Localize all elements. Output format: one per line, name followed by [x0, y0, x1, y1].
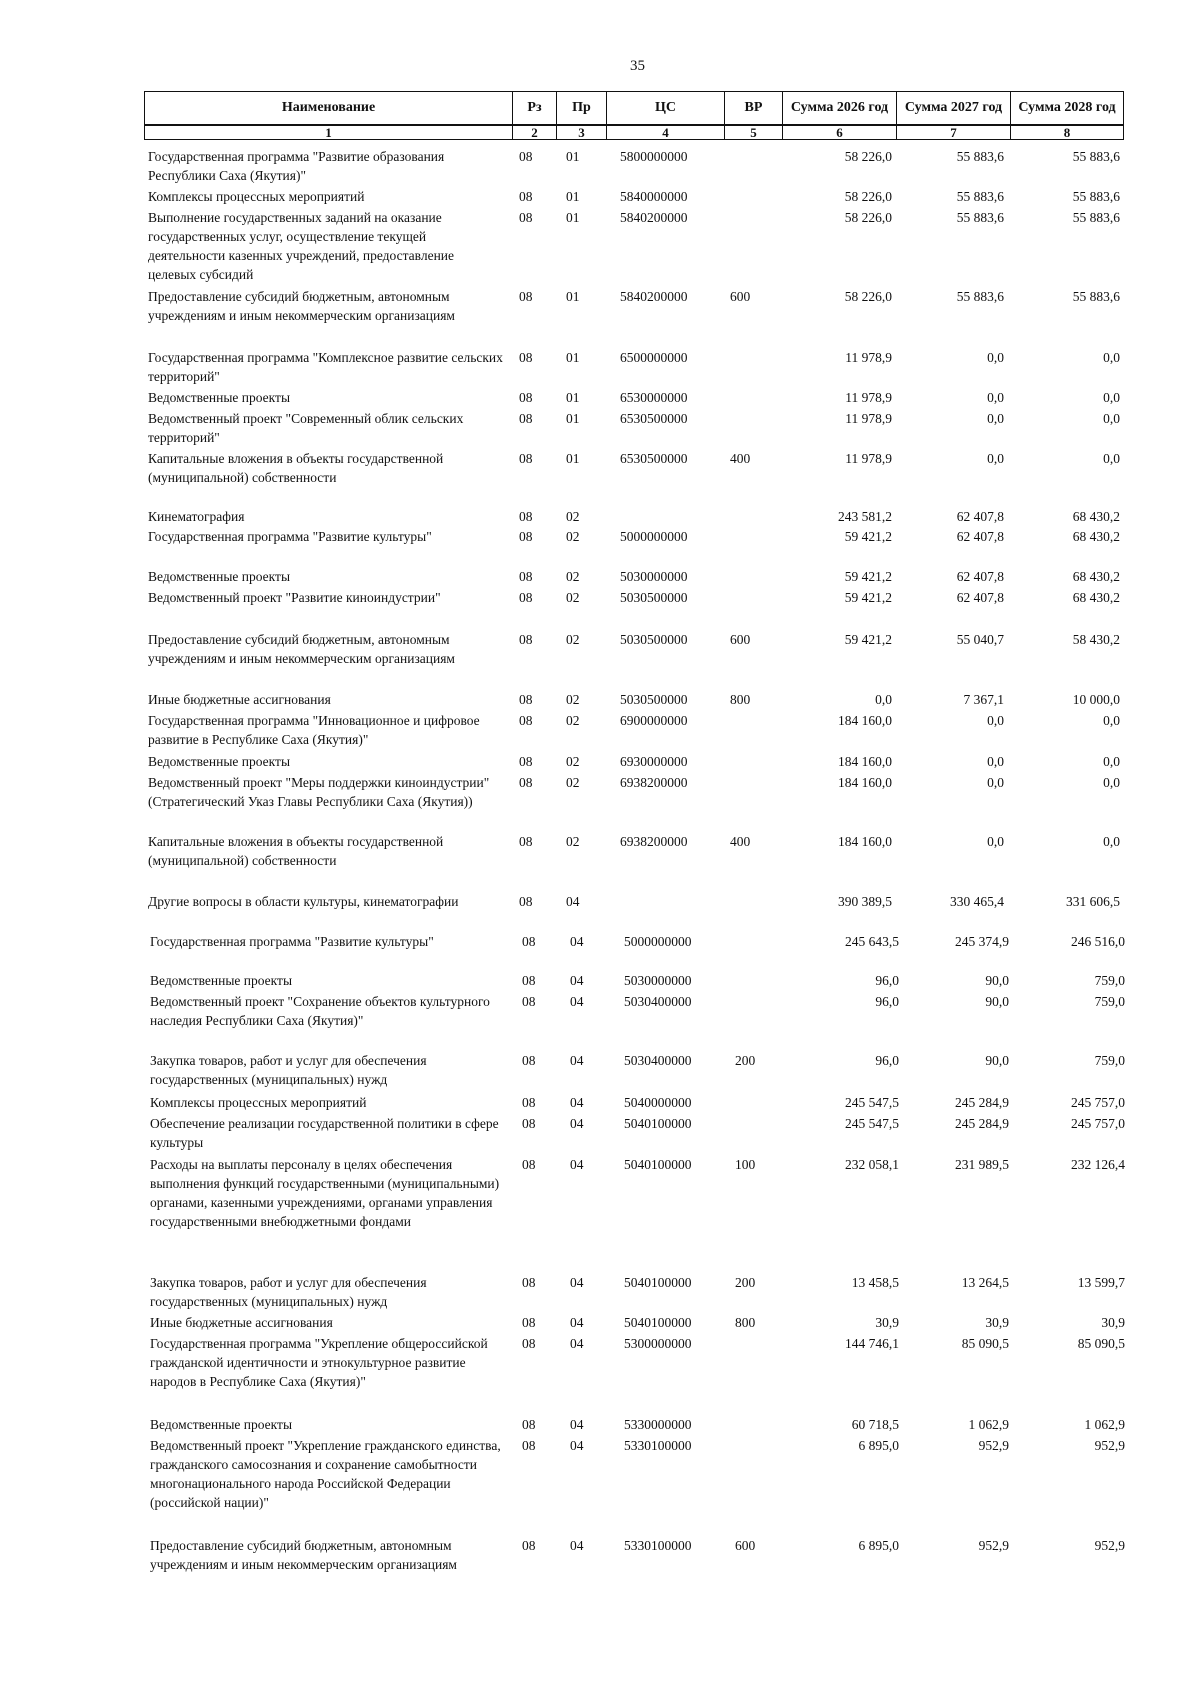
- cell-rz: 08: [522, 934, 536, 949]
- header-num-7: 7: [897, 125, 1011, 140]
- cell-name: Ведомственный проект "Укрепление гражданского единства, гражданского самосознания и сохранение самобытности многонационального народа Российской Федерации (российской нации)": [150, 1438, 501, 1510]
- cell-rz: 08: [519, 529, 533, 544]
- cell-cs: 5000000000: [620, 529, 688, 544]
- header-num-1: 1: [145, 125, 513, 140]
- cell-rz: 08: [519, 210, 533, 225]
- header-num-4: 4: [607, 125, 725, 140]
- cell-cs: 5030000000: [624, 973, 692, 988]
- cell-cs: 6530000000: [620, 390, 688, 405]
- cell-y2028: 68 430,2: [1072, 569, 1120, 584]
- cell-name: Закупка товаров, работ и услуг для обеспечения государственных (муниципальных) нужд: [150, 1053, 427, 1087]
- cell-pr: 02: [566, 754, 580, 769]
- cell-y2028: 68 430,2: [1072, 529, 1120, 544]
- cell-y2028: 10 000,0: [1072, 692, 1120, 707]
- cell-y2027: 0,0: [987, 754, 1004, 769]
- cell-y2026: 390 389,5: [838, 894, 892, 909]
- header-pr: Пр: [557, 92, 607, 126]
- cell-y2026: 184 160,0: [838, 775, 892, 790]
- cell-pr: 04: [570, 1157, 584, 1172]
- cell-y2028: 55 883,6: [1072, 149, 1120, 164]
- cell-y2027: 0,0: [987, 451, 1004, 466]
- cell-rz: 08: [522, 994, 536, 1009]
- cell-vr: 600: [730, 632, 751, 647]
- cell-cs: 5040100000: [624, 1157, 692, 1172]
- cell-y2028: 0,0: [1103, 713, 1120, 728]
- cell-y2028: 55 883,6: [1072, 210, 1120, 225]
- cell-y2027: 62 407,8: [956, 569, 1004, 584]
- cell-name: Государственная программа "Инновационное и цифровое развитие в Республике Саха (Якутия)": [148, 713, 480, 747]
- cell-pr: 04: [570, 1417, 584, 1432]
- cell-y2028: 759,0: [1094, 973, 1125, 988]
- cell-rz: 08: [519, 509, 533, 524]
- cell-cs: 5300000000: [624, 1336, 692, 1351]
- cell-y2028: 0,0: [1103, 411, 1120, 426]
- cell-name: Выполнение государственных заданий на оказание государственных услуг, осуществление текущей деятельности казенных учреждений, предоставление целевых субсидий: [148, 210, 455, 282]
- cell-y2026: 243 581,2: [838, 509, 892, 524]
- cell-cs: 5840200000: [620, 289, 688, 304]
- cell-y2028: 246 516,0: [1071, 934, 1125, 949]
- cell-vr: 200: [735, 1275, 756, 1290]
- cell-cs: 5330100000: [624, 1538, 692, 1553]
- cell-y2027: 245 284,9: [955, 1095, 1009, 1110]
- cell-name: Комплексы процессных мероприятий: [148, 189, 365, 204]
- cell-name: Государственная программа "Развитие культуры": [150, 934, 434, 949]
- cell-vr: 600: [730, 289, 751, 304]
- cell-rz: 08: [519, 569, 533, 584]
- cell-y2027: 55 883,6: [956, 289, 1004, 304]
- cell-pr: 02: [566, 509, 580, 524]
- cell-y2027: 85 090,5: [961, 1336, 1009, 1351]
- cell-name: Иные бюджетные ассигнования: [150, 1315, 333, 1330]
- cell-y2026: 60 718,5: [851, 1417, 899, 1432]
- cell-y2026: 245 643,5: [845, 934, 899, 949]
- cell-y2027: 330 465,4: [950, 894, 1004, 909]
- cell-name: Ведомственный проект "Меры поддержки киноиндустрии" (Стратегический Указ Главы Республики Саха (Якутия)): [148, 775, 490, 809]
- cell-name: Кинематография: [148, 509, 245, 524]
- cell-y2026: 245 547,5: [845, 1116, 899, 1131]
- cell-cs: 5040000000: [624, 1095, 692, 1110]
- cell-y2026: 6 895,0: [858, 1438, 899, 1453]
- cell-rz: 08: [522, 1095, 536, 1110]
- cell-rz: 08: [519, 775, 533, 790]
- cell-cs: 5040100000: [624, 1116, 692, 1131]
- cell-y2026: 232 058,1: [845, 1157, 899, 1172]
- cell-y2028: 0,0: [1103, 451, 1120, 466]
- cell-y2028: 331 606,5: [1066, 894, 1120, 909]
- cell-y2028: 0,0: [1103, 754, 1120, 769]
- cell-y2027: 90,0: [985, 994, 1009, 1009]
- cell-pr: 01: [566, 149, 580, 164]
- cell-pr: 04: [570, 1538, 584, 1553]
- cell-y2026: 11 978,9: [845, 411, 892, 426]
- cell-rz: 08: [519, 451, 533, 466]
- cell-y2027: 62 407,8: [956, 590, 1004, 605]
- header-num-5: 5: [725, 125, 783, 140]
- cell-pr: 02: [566, 590, 580, 605]
- header-num-2: 2: [513, 125, 557, 140]
- header-sum-2027: Сумма 2027 год: [897, 92, 1011, 126]
- cell-rz: 08: [522, 1417, 536, 1432]
- cell-pr: 04: [570, 1336, 584, 1351]
- cell-rz: 08: [522, 1538, 536, 1553]
- cell-vr: 400: [730, 451, 751, 466]
- cell-y2026: 58 226,0: [844, 149, 892, 164]
- cell-cs: 5040100000: [624, 1315, 692, 1330]
- cell-vr: 100: [735, 1157, 756, 1172]
- cell-pr: 04: [570, 1275, 584, 1290]
- cell-y2028: 55 883,6: [1072, 189, 1120, 204]
- cell-y2026: 96,0: [875, 994, 899, 1009]
- cell-cs: 5040100000: [624, 1275, 692, 1290]
- cell-cs: 6530500000: [620, 411, 688, 426]
- cell-y2027: 90,0: [985, 1053, 1009, 1068]
- cell-y2027: 55 883,6: [956, 189, 1004, 204]
- cell-cs: 5840000000: [620, 189, 688, 204]
- cell-cs: 6938200000: [620, 775, 688, 790]
- cell-y2026: 184 160,0: [838, 834, 892, 849]
- cell-rz: 08: [522, 1438, 536, 1453]
- cell-pr: 01: [566, 411, 580, 426]
- cell-y2026: 96,0: [875, 1053, 899, 1068]
- cell-pr: 04: [570, 934, 584, 949]
- cell-name: Предоставление субсидий бюджетным, автономным учреждениям и иным некоммерческим организациям: [148, 632, 455, 666]
- cell-name: Государственная программа "Комплексное развитие сельских территорий": [148, 350, 503, 384]
- cell-name: Ведомственный проект "Развитие киноиндустрии": [148, 590, 441, 605]
- cell-cs: 5030000000: [620, 569, 688, 584]
- cell-y2027: 55 883,6: [956, 149, 1004, 164]
- cell-y2026: 96,0: [875, 973, 899, 988]
- cell-y2027: 55 040,7: [956, 632, 1004, 647]
- cell-cs: 5840200000: [620, 210, 688, 225]
- cell-y2028: 58 430,2: [1072, 632, 1120, 647]
- cell-y2026: 59 421,2: [844, 632, 892, 647]
- header-cs: ЦС: [607, 92, 725, 126]
- cell-pr: 04: [566, 894, 580, 909]
- cell-rz: 08: [519, 632, 533, 647]
- cell-pr: 02: [566, 692, 580, 707]
- cell-cs: 5030500000: [620, 590, 688, 605]
- cell-y2026: 11 978,9: [845, 350, 892, 365]
- cell-y2026: 6 895,0: [858, 1538, 899, 1553]
- cell-y2028: 85 090,5: [1077, 1336, 1125, 1351]
- cell-pr: 01: [566, 350, 580, 365]
- cell-y2028: 0,0: [1103, 350, 1120, 365]
- cell-y2027: 30,9: [985, 1315, 1009, 1330]
- page-number: 35: [630, 58, 645, 74]
- cell-y2026: 58 226,0: [844, 210, 892, 225]
- cell-name: Капитальные вложения в объекты государственной (муниципальной) собственности: [148, 451, 444, 485]
- cell-y2027: 0,0: [987, 411, 1004, 426]
- cell-pr: 04: [570, 1116, 584, 1131]
- cell-y2028: 68 430,2: [1072, 509, 1120, 524]
- cell-y2028: 13 599,7: [1077, 1275, 1125, 1290]
- cell-pr: 02: [566, 834, 580, 849]
- cell-rz: 08: [522, 1157, 536, 1172]
- cell-rz: 08: [522, 1336, 536, 1351]
- cell-y2026: 59 421,2: [844, 590, 892, 605]
- cell-pr: 01: [566, 210, 580, 225]
- cell-pr: 01: [566, 390, 580, 405]
- cell-name: Ведомственные проекты: [148, 754, 291, 769]
- cell-name: Другие вопросы в области культуры, кинематографии: [148, 894, 459, 909]
- cell-rz: 08: [519, 894, 533, 909]
- cell-y2027: 231 989,5: [955, 1157, 1009, 1172]
- cell-rz: 08: [519, 834, 533, 849]
- cell-y2028: 759,0: [1094, 1053, 1125, 1068]
- cell-y2027: 62 407,8: [956, 509, 1004, 524]
- cell-cs: 5330100000: [624, 1438, 692, 1453]
- cell-pr: 04: [570, 1053, 584, 1068]
- cell-pr: 01: [566, 451, 580, 466]
- header-name: Наименование: [145, 92, 513, 126]
- cell-vr: 800: [735, 1315, 756, 1330]
- header-sum-2026: Сумма 2026 год: [783, 92, 897, 126]
- cell-y2026: 58 226,0: [844, 289, 892, 304]
- header-num-6: 6: [783, 125, 897, 140]
- header-rz: Рз: [513, 92, 557, 126]
- cell-cs: 5030500000: [620, 632, 688, 647]
- cell-y2026: 245 547,5: [845, 1095, 899, 1110]
- cell-rz: 08: [522, 1315, 536, 1330]
- cell-name: Ведомственный проект "Современный облик сельских территорий": [148, 411, 464, 445]
- cell-pr: 01: [566, 189, 580, 204]
- cell-name: Расходы на выплаты персоналу в целях обеспечения выполнения функций государственными (муниципальными) органами, казенными учреждениями, органами управления государственными внебюджетными фондами: [150, 1157, 500, 1229]
- cell-y2026: 11 978,9: [845, 451, 892, 466]
- cell-pr: 02: [566, 569, 580, 584]
- cell-y2026: 11 978,9: [845, 390, 892, 405]
- cell-pr: 02: [566, 632, 580, 647]
- cell-cs: 6500000000: [620, 350, 688, 365]
- cell-y2026: 13 458,5: [851, 1275, 899, 1290]
- cell-y2027: 55 883,6: [956, 210, 1004, 225]
- cell-y2027: 62 407,8: [956, 529, 1004, 544]
- cell-y2028: 1 062,9: [1084, 1417, 1125, 1432]
- cell-y2028: 0,0: [1103, 834, 1120, 849]
- cell-cs: 5030500000: [620, 692, 688, 707]
- cell-y2027: 13 264,5: [961, 1275, 1009, 1290]
- cell-y2027: 1 062,9: [968, 1417, 1009, 1432]
- cell-name: Иные бюджетные ассигнования: [148, 692, 331, 707]
- cell-cs: 6930000000: [620, 754, 688, 769]
- cell-rz: 08: [522, 1275, 536, 1290]
- cell-y2026: 59 421,2: [844, 529, 892, 544]
- cell-y2028: 759,0: [1094, 994, 1125, 1009]
- cell-pr: 04: [570, 1438, 584, 1453]
- cell-y2027: 0,0: [987, 350, 1004, 365]
- cell-pr: 04: [570, 1315, 584, 1330]
- cell-pr: 02: [566, 529, 580, 544]
- cell-y2026: 144 746,1: [845, 1336, 899, 1351]
- cell-rz: 08: [519, 390, 533, 405]
- cell-rz: 08: [522, 1116, 536, 1131]
- cell-y2028: 232 126,4: [1071, 1157, 1125, 1172]
- cell-name: Обеспечение реализации государственной политики в сфере культуры: [150, 1116, 499, 1150]
- cell-name: Предоставление субсидий бюджетным, автономным учреждениям и иным некоммерческим организациям: [148, 289, 455, 323]
- cell-name: Комплексы процессных мероприятий: [150, 1095, 367, 1110]
- cell-rz: 08: [519, 350, 533, 365]
- cell-name: Ведомственные проекты: [150, 973, 293, 988]
- cell-vr: 600: [735, 1538, 756, 1553]
- cell-rz: 08: [519, 713, 533, 728]
- header-num-3: 3: [557, 125, 607, 140]
- cell-y2028: 68 430,2: [1072, 590, 1120, 605]
- cell-rz: 08: [522, 1053, 536, 1068]
- cell-y2028: 952,9: [1094, 1438, 1125, 1453]
- cell-name: Ведомственные проекты: [148, 569, 291, 584]
- cell-y2028: 0,0: [1103, 775, 1120, 790]
- cell-pr: 04: [570, 973, 584, 988]
- cell-name: Государственная программа "Укрепление общероссийской гражданской идентичности и этнокультурное развитие народов в Республике Саха (Якутия)": [150, 1336, 488, 1389]
- cell-rz: 08: [519, 692, 533, 707]
- cell-y2027: 90,0: [985, 973, 1009, 988]
- cell-name: Ведомственные проекты: [148, 390, 291, 405]
- header-num-8: 8: [1011, 125, 1124, 140]
- cell-cs: 5000000000: [624, 934, 692, 949]
- cell-pr: 04: [570, 994, 584, 1009]
- cell-pr: 01: [566, 289, 580, 304]
- cell-y2027: 952,9: [978, 1538, 1009, 1553]
- cell-cs: 5030400000: [624, 994, 692, 1009]
- cell-rz: 08: [519, 149, 533, 164]
- cell-rz: 08: [519, 754, 533, 769]
- cell-rz: 08: [519, 189, 533, 204]
- cell-cs: 5330000000: [624, 1417, 692, 1432]
- cell-cs: 5800000000: [620, 149, 688, 164]
- cell-y2028: 952,9: [1094, 1538, 1125, 1553]
- cell-cs: 6530500000: [620, 451, 688, 466]
- cell-name: Предоставление субсидий бюджетным, автономным учреждениям и иным некоммерческим организациям: [150, 1538, 457, 1572]
- cell-cs: 5030400000: [624, 1053, 692, 1068]
- cell-rz: 08: [519, 411, 533, 426]
- cell-vr: 800: [730, 692, 751, 707]
- cell-y2026: 30,9: [875, 1315, 899, 1330]
- cell-cs: 6900000000: [620, 713, 688, 728]
- cell-name: Ведомственный проект "Сохранение объектов культурного наследия Республики Саха (Якутия)": [150, 994, 490, 1028]
- cell-y2027: 7 367,1: [963, 692, 1004, 707]
- cell-name: Закупка товаров, работ и услуг для обеспечения государственных (муниципальных) нужд: [150, 1275, 427, 1309]
- cell-y2026: 0,0: [875, 692, 892, 707]
- cell-y2028: 245 757,0: [1071, 1095, 1125, 1110]
- cell-vr: 400: [730, 834, 751, 849]
- cell-pr: 02: [566, 775, 580, 790]
- cell-pr: 02: [566, 713, 580, 728]
- cell-y2027: 245 374,9: [955, 934, 1009, 949]
- cell-rz: 08: [519, 590, 533, 605]
- header-vr: ВР: [725, 92, 783, 126]
- cell-y2028: 245 757,0: [1071, 1116, 1125, 1131]
- cell-name: Ведомственные проекты: [150, 1417, 293, 1432]
- cell-cs: 6938200000: [620, 834, 688, 849]
- cell-y2026: 184 160,0: [838, 713, 892, 728]
- cell-y2026: 58 226,0: [844, 189, 892, 204]
- cell-rz: 08: [519, 289, 533, 304]
- cell-y2027: 0,0: [987, 775, 1004, 790]
- cell-y2027: 0,0: [987, 834, 1004, 849]
- cell-y2027: 0,0: [987, 390, 1004, 405]
- cell-pr: 04: [570, 1095, 584, 1110]
- cell-name: Государственная программа "Развитие культуры": [148, 529, 432, 544]
- header-sum-2028: Сумма 2028 год: [1011, 92, 1124, 126]
- cell-rz: 08: [522, 973, 536, 988]
- cell-name: Государственная программа "Развитие образования Республики Саха (Якутия)": [148, 149, 445, 183]
- cell-y2027: 952,9: [978, 1438, 1009, 1453]
- cell-y2026: 59 421,2: [844, 569, 892, 584]
- cell-y2028: 55 883,6: [1072, 289, 1120, 304]
- cell-y2026: 184 160,0: [838, 754, 892, 769]
- cell-y2028: 0,0: [1103, 390, 1120, 405]
- cell-vr: 200: [735, 1053, 756, 1068]
- cell-y2027: 0,0: [987, 713, 1004, 728]
- cell-y2027: 245 284,9: [955, 1116, 1009, 1131]
- cell-y2028: 30,9: [1101, 1315, 1125, 1330]
- cell-name: Капитальные вложения в объекты государственной (муниципальной) собственности: [148, 834, 444, 868]
